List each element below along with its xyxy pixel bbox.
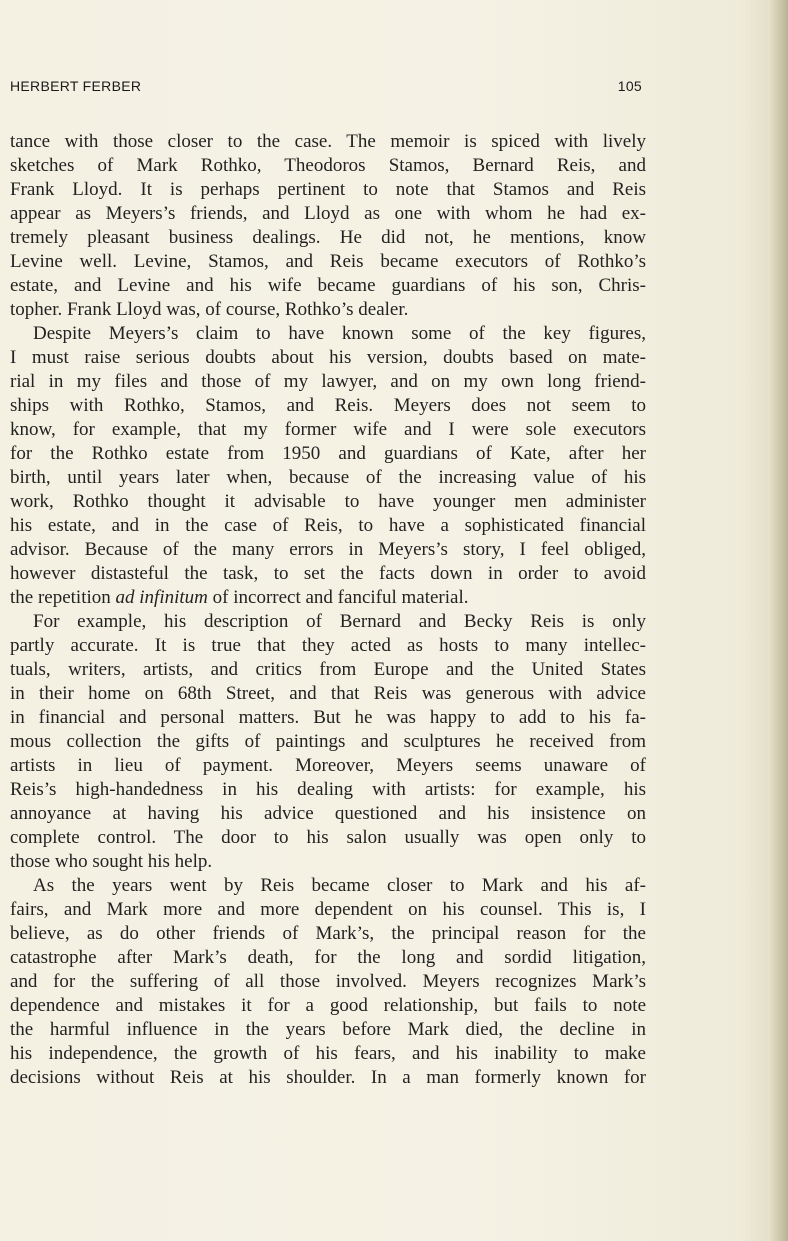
- text-line: those who sought his help.: [10, 851, 213, 872]
- book-spine-shadow: [768, 0, 788, 1241]
- text-line: tance with those closer to the case. The memoir is spiced with lively: [10, 131, 646, 152]
- text-line: dependence and mistakes it for a good relationship, but fails to note: [10, 995, 646, 1016]
- text-segment: the repetition: [10, 587, 116, 608]
- text-line: decisions without Reis at his shoulder. In a man formerly known for: [10, 1067, 646, 1088]
- text-line: complete control. The door to his salon usually was open only to: [10, 827, 646, 848]
- running-head-title: HERBERT FERBER: [10, 78, 142, 94]
- text-line: artists in lieu of payment. Moreover, Meyers seems unaware of: [10, 755, 646, 776]
- italic-phrase: ad infinitum: [115, 587, 208, 608]
- text-line: in their home on 68th Street, and that Reis was generous with advice: [10, 683, 646, 704]
- body-text: [10, 130, 646, 1090]
- text-line: Frank Lloyd. It is perhaps pertinent to note that Stamos and Reis: [10, 179, 646, 200]
- text-line: work, Rothko thought it advisable to have younger men administer: [10, 491, 646, 512]
- text-line: As the years went by Reis became closer to Mark and his af-: [33, 875, 646, 896]
- text-line: estate, and Levine and his wife became guardians of his son, Chris-: [10, 275, 646, 296]
- text-line: ships with Rothko, Stamos, and Reis. Meyers does not seem to: [10, 395, 646, 416]
- text-line: [10, 586, 646, 610]
- text-line: know, for example, that my former wife and I were sole executors: [10, 419, 646, 440]
- text-line: Levine well. Levine, Stamos, and Reis became executors of Rothko’s: [10, 251, 646, 272]
- page-number: 105: [617, 78, 642, 94]
- text-line: appear as Meyers’s friends, and Lloyd as one with whom he had ex-: [10, 203, 646, 224]
- text-line: I must raise serious doubts about his version, doubts based on mate-: [10, 347, 646, 368]
- text-line: and for the suffering of all those involved. Meyers recognizes Mark’s: [10, 971, 646, 992]
- text-line: rial in my files and those of my lawyer, and on my own long friend-: [10, 371, 646, 392]
- text-line: partly accurate. It is true that they acted as hosts to many intellec-: [10, 635, 646, 656]
- text-line: topher. Frank Lloyd was, of course, Rothko’s dealer.: [10, 299, 409, 320]
- text-line: birth, until years later when, because of the increasing value of his: [10, 467, 646, 488]
- text-line: the harmful influence in the years before Mark died, the decline in: [10, 1019, 646, 1040]
- text-line: tuals, writers, artists, and critics from Europe and the United States: [10, 659, 646, 680]
- running-head: [10, 78, 642, 98]
- text-line: For example, his description of Bernard and Becky Reis is only: [33, 611, 646, 632]
- text-line: annoyance at having his advice questioned and his insistence on: [10, 803, 646, 824]
- text-line: fairs, and Mark more and more dependent on his counsel. This is, I: [10, 899, 646, 920]
- text-line: tremely pleasant business dealings. He did not, he mentions, know: [10, 227, 646, 248]
- text-line: in financial and personal matters. But he was happy to add to his fa-: [10, 707, 646, 728]
- text-line: catastrophe after Mark’s death, for the long and sordid litigation,: [10, 947, 646, 968]
- text-line: mous collection the gifts of paintings and sculptures he received from: [10, 731, 646, 752]
- text-line: for the Rothko estate from 1950 and guardians of Kate, after her: [10, 443, 646, 464]
- text-line: however distasteful the task, to set the facts down in order to avoid: [10, 563, 646, 584]
- text-line: Despite Meyers’s claim to have known some of the key figures,: [33, 323, 646, 344]
- text-line: his estate, and in the case of Reis, to have a sophisticated financial: [10, 515, 646, 536]
- text-line: believe, as do other friends of Mark’s, the principal reason for the: [10, 923, 646, 944]
- text-line: advisor. Because of the many errors in Meyers’s story, I feel obliged,: [10, 539, 646, 560]
- text-segment: of incorrect and fanciful material.: [207, 587, 469, 608]
- text-line: sketches of Mark Rothko, Theodoros Stamos, Bernard Reis, and: [10, 155, 646, 176]
- text-line: his independence, the growth of his fears, and his inability to make: [10, 1043, 646, 1064]
- text-line: Reis’s high-handedness in his dealing with artists: for example, his: [10, 779, 646, 800]
